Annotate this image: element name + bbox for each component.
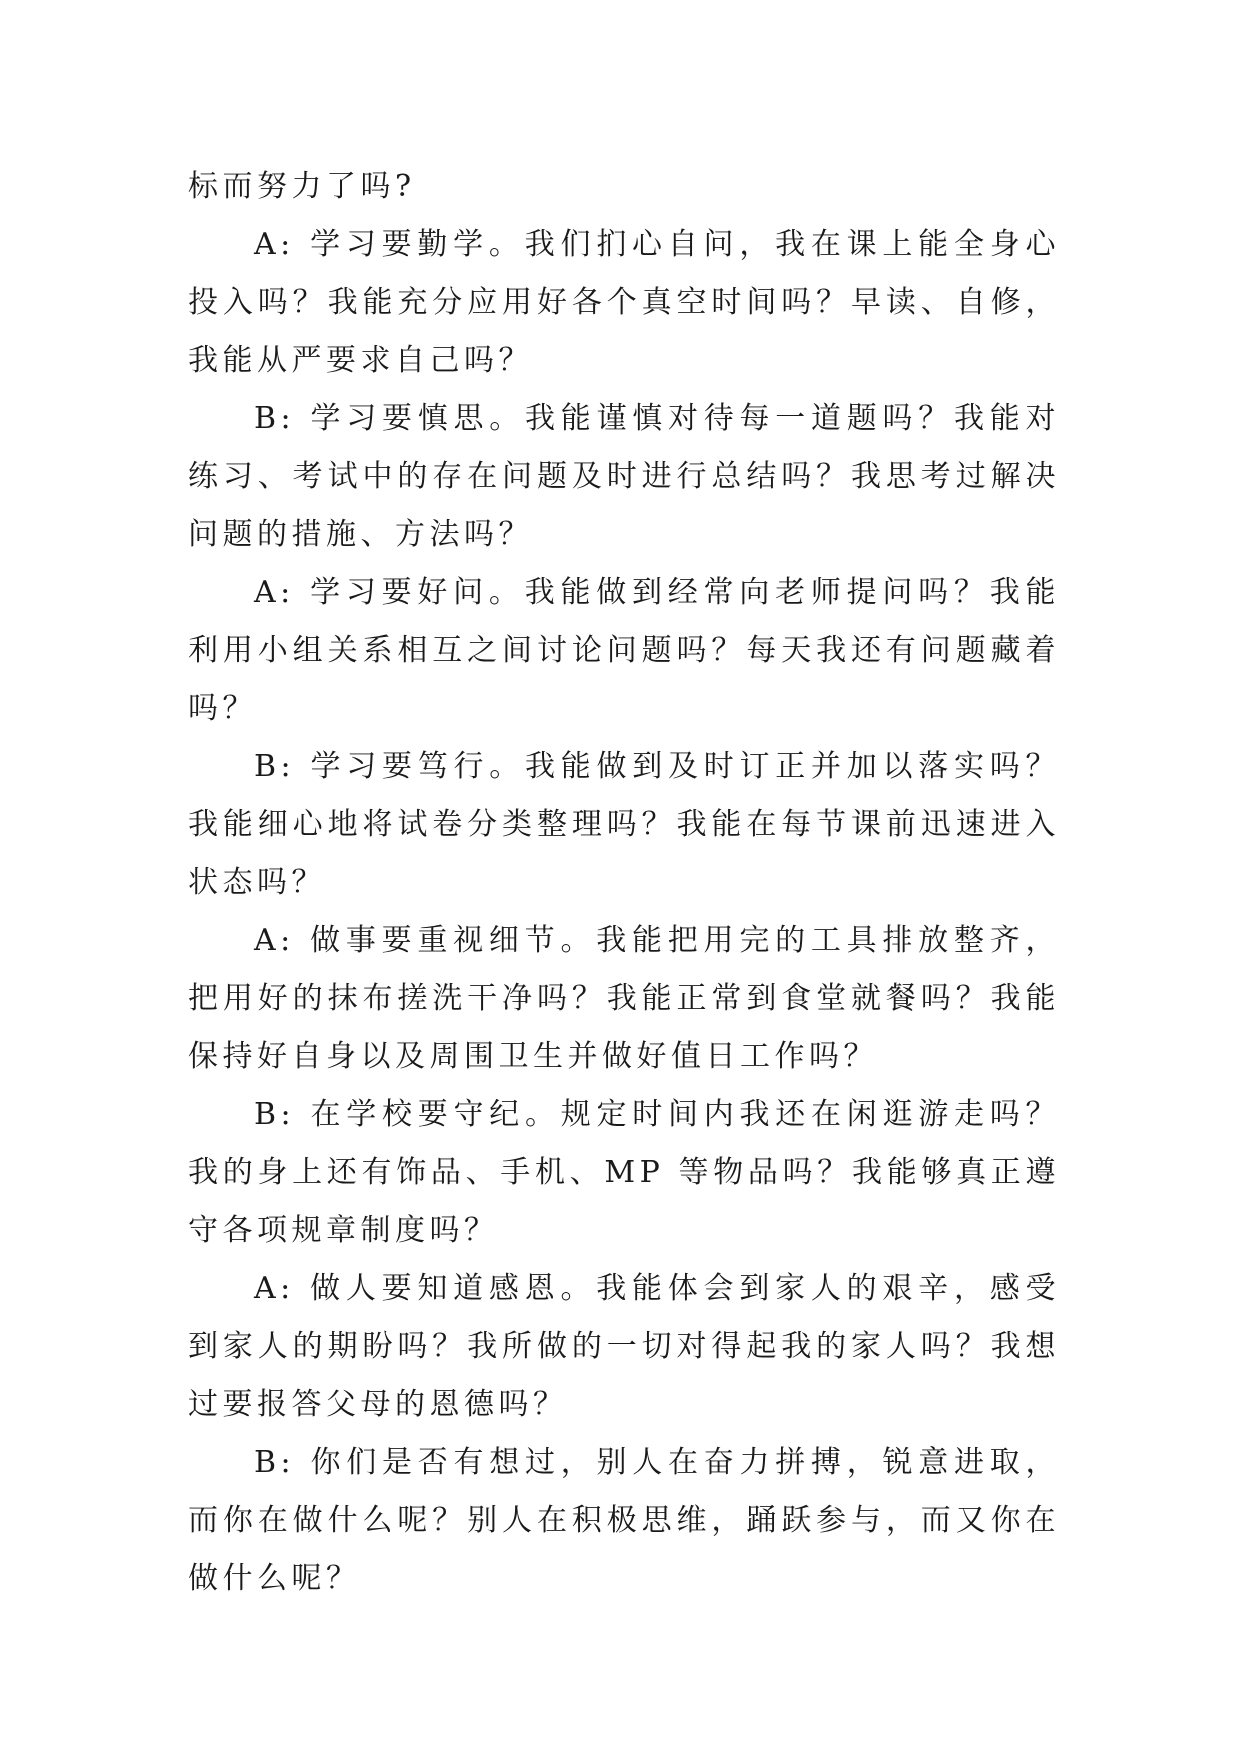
paragraph-b-reflection: B: 你们是否有想过，别人在奋力拼搏，锐意进取，而你在做什么呢？别人在积极思维，踊跃参与，而又你在做什么呢？ <box>188 1445 1060 1596</box>
paragraph-a-gratitude: A: 做人要知道感恩。我能体会到家人的艰辛，感受到家人的期盼吗？我所做的一切对得起我的家人吗？我想过要报答父母的恩德吗？ <box>188 1271 1060 1422</box>
paragraph-b-earnest-practice: B: 学习要笃行。我能做到及时订正并加以落实吗？我能细心地将试卷分类整理吗？我能在每节课前迅速进入状态吗？ <box>188 749 1060 900</box>
paragraph-a-asking-questions: A: 学习要好问。我能做到经常向老师提问吗？我能利用小组关系相互之间讨论问题吗？每天我还有问题藏着吗？ <box>188 575 1060 726</box>
paragraph-a-attention-to-detail: A: 做事要重视细节。我能把用完的工具排放整齐，把用好的抹布搓洗干净吗？我能正常到食堂就餐吗？我能保持好自身以及周围卫生并做好值日工作吗？ <box>188 923 1060 1074</box>
document-body <box>188 158 1060 1608</box>
paragraph-a-diligent-study: A: 学习要勤学。我们扪心自问，我在课上能全身心投入吗？我能充分应用好各个真空时间吗？早读、自修，我能从严要求自己吗？ <box>188 227 1060 378</box>
paragraph-continuation: 标而努力了吗? <box>188 169 416 204</box>
paragraph-b-careful-thinking: B: 学习要慎思。我能谨慎对待每一道题吗？我能对练习、考试中的存在问题及时进行总结吗？我思考过解决问题的措施、方法吗？ <box>188 401 1060 552</box>
paragraph-b-discipline: B: 在学校要守纪。规定时间内我还在闲逛游走吗？我的身上还有饰品、手机、MP 等物品吗？我能够真正遵守各项规章制度吗？ <box>188 1097 1060 1248</box>
